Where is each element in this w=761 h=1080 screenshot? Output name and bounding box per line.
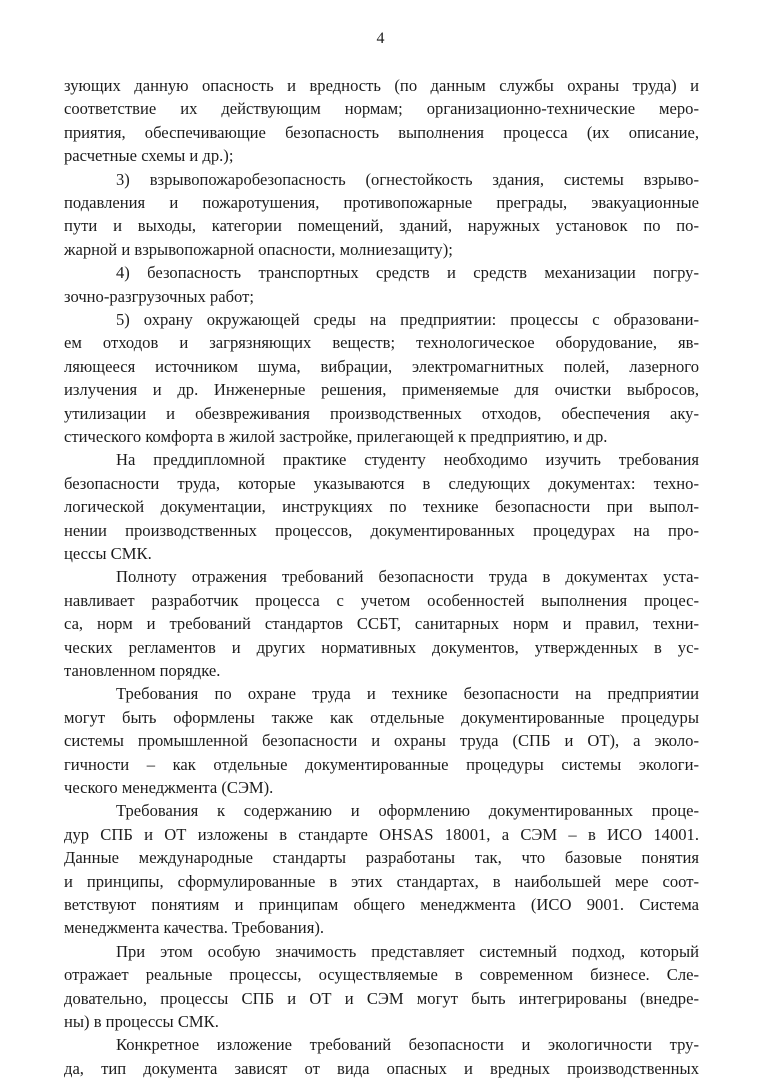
text-line: гичности – как отдельные документированные процедуры системы экологи- <box>64 754 699 774</box>
text-line: тановленном порядке. <box>64 661 221 680</box>
page-number: 4 <box>376 30 385 47</box>
text-line: ческого менеджмента (СЭМ). <box>64 778 274 797</box>
text-line: Данные международные стандарты разработаны так, что базовые понятия <box>64 848 699 868</box>
text-line: подавления и пожаротушения, противопожарные преграды, эвакуационные <box>64 193 699 212</box>
text-line: соответствие их действующим нормам; организационно-технические меро- <box>64 99 699 119</box>
text-line: цессы СМК. <box>64 544 152 563</box>
text-line: При этом особую значимость представляет системный подход, который <box>116 941 699 961</box>
text-line: и принципы, сформулированные в этих стандартах, в наибольшей мере соот- <box>64 871 699 891</box>
text-line: ветствуют понятиям и принципам общего менеджмента (ИСО 9001. Система <box>64 895 699 914</box>
text-line: 5) охрану окружающей среды на предприятии: процессы с образовани- <box>116 310 699 329</box>
text-line: ем отходов и загрязняющих веществ; технологическое оборудование, яв- <box>64 333 699 353</box>
text-line: излучения и др. Инженерные решения, применяемые для очистки выбросов, <box>64 380 699 400</box>
text-line: дур СПБ и ОТ изложены в стандарте OHSAS 18001, а СЭМ – в ИСО 14001. <box>64 824 699 844</box>
text-line: пути и выходы, категории помещений, зданий, наружных установок по по- <box>64 216 699 236</box>
text-line: стического комфорта в жилой застройке, прилегающей к предприятию, и др. <box>64 427 608 446</box>
text-line: 3) взрывопожаробезопасность (огнестойкость здания, системы взрыво- <box>116 169 699 189</box>
text-line: ны) в процессы СМК. <box>64 1012 219 1031</box>
text-line: Конкретное изложение требований безопасности и экологичности тру- <box>116 1035 699 1055</box>
text-line: навливает разработчик процесса с учетом особенностей выполнения процес- <box>64 590 699 610</box>
text-line: зующих данную опасность и вредность (по данным службы охраны труда) и <box>64 76 699 95</box>
text-line: могут быть оформлены также как отдельные документированные процедуры <box>64 707 699 727</box>
text-line: ческих регламентов и других нормативных документов, утвержденных в ус- <box>64 637 699 657</box>
text-line: Требования по охране труда и технике безопасности на предприятии <box>116 684 699 704</box>
text-line: са, норм и требований стандартов ССБТ, санитарных норм и правил, техни- <box>64 614 699 634</box>
text-line: системы промышленной безопасности и охраны труда (СПБ и ОТ), а эколо- <box>64 731 699 751</box>
text-line: зочно-разгрузочных работ; <box>64 286 254 306</box>
text-line: нении производственных процессов, документированных процедурах на про- <box>64 520 699 540</box>
text-line: утилизации и обезвреживания производственных отходов, обеспечения аку- <box>64 403 699 423</box>
text-line: Требования к содержанию и оформлению документированных проце- <box>116 801 699 821</box>
text-line: жарной и взрывопожарной опасности, молниезащиту); <box>64 239 453 259</box>
text-line: да, тип документа зависят от вида опасных и вредных производственных <box>64 1058 699 1078</box>
text-line: довательно, процессы СПБ и ОТ и СЭМ могут быть интегрированы (внедре- <box>64 988 699 1008</box>
text-line: 4) безопасность транспортных средств и средств механизации погру- <box>116 263 699 283</box>
text-line: логической документации, инструкциях по технике безопасности при выпол- <box>64 497 699 517</box>
text-line: безопасности труда, которые указываются в следующих документах: техно- <box>64 473 699 493</box>
text-line: расчетные схемы и др.); <box>64 146 234 166</box>
text-line: менеджмента качества. Требования). <box>64 918 324 938</box>
text-line: отражает реальные процессы, осуществляемые в современном бизнесе. Сле- <box>64 965 699 985</box>
text-line: На преддипломной практике студенту необходимо изучить требования <box>116 450 699 470</box>
text-line: ляющееся источником шума, вибрации, электромагнитных полей, лазерного <box>64 356 699 376</box>
text-line: Полноту отражения требований безопасности труда в документах уста- <box>116 567 699 587</box>
text-line: приятия, обеспечивающие безопасность выполнения процесса (их описание, <box>64 122 699 142</box>
